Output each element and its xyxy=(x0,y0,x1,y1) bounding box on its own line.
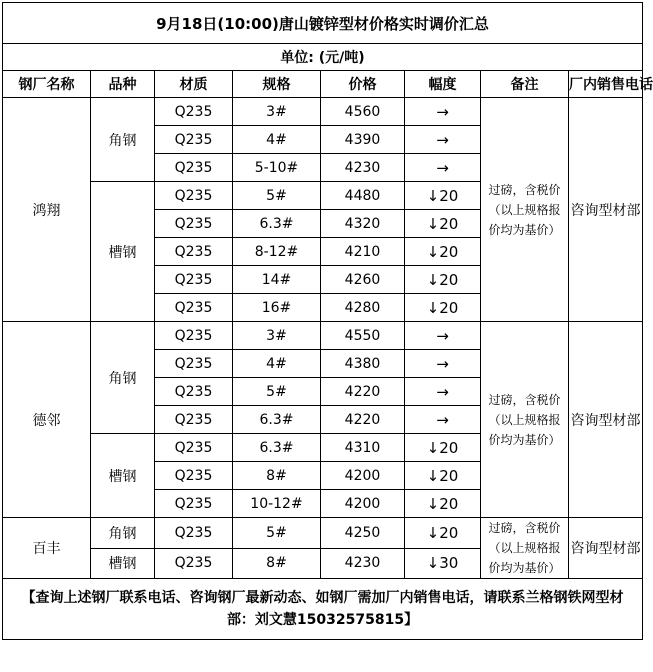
spec-cell: 8# xyxy=(233,548,321,579)
change-cell: ↓20 xyxy=(405,266,481,294)
footer-contact: 【查询上述钢厂联系电话、咨询钢厂最新动态、如钢厂需加厂内销售电话，请联系兰格钢铁网型材部：刘文慧15032575815】 xyxy=(3,579,643,640)
sales-cell: 咨询型材部 xyxy=(569,518,643,579)
change-cell: ↓20 xyxy=(405,490,481,518)
change-cell: → xyxy=(405,126,481,154)
material-cell: Q235 xyxy=(155,462,233,490)
header-spec: 规格 xyxy=(233,71,321,98)
change-cell: ↓20 xyxy=(405,182,481,210)
change-cell: → xyxy=(405,322,481,350)
material-cell: Q235 xyxy=(155,126,233,154)
mill-name: 百丰 xyxy=(3,518,91,579)
spec-cell: 6.3# xyxy=(233,434,321,462)
spec-cell: 5# xyxy=(233,182,321,210)
header-type: 品种 xyxy=(91,71,155,98)
header-material: 材质 xyxy=(155,71,233,98)
header-row xyxy=(3,71,643,98)
material-cell: Q235 xyxy=(155,98,233,126)
spec-cell: 6.3# xyxy=(233,210,321,238)
product-type: 角钢 xyxy=(91,98,155,182)
mill-name: 鸿翔 xyxy=(3,98,91,322)
note-cell: 过磅，含税价（以上规格报价均为基价） xyxy=(481,98,569,322)
change-cell: → xyxy=(405,350,481,378)
change-cell: ↓30 xyxy=(405,548,481,579)
unit-label: 单位: (元/吨) xyxy=(3,44,643,71)
spec-cell: 5# xyxy=(233,518,321,549)
product-type: 角钢 xyxy=(91,518,155,549)
sales-cell: 咨询型材部 xyxy=(569,98,643,322)
price-cell: 4320 xyxy=(321,210,405,238)
material-cell: Q235 xyxy=(155,182,233,210)
material-cell: Q235 xyxy=(155,238,233,266)
price-cell: 4200 xyxy=(321,462,405,490)
page-title: 9月18日(10:00)唐山镀锌型材价格实时调价汇总 xyxy=(3,3,643,44)
price-cell: 4480 xyxy=(321,182,405,210)
note-cell: 过磅，含税价（以上规格报价均为基价） xyxy=(481,322,569,518)
header-sales-phone: 厂内销售电话 xyxy=(569,71,643,98)
spec-cell: 6.3# xyxy=(233,406,321,434)
change-cell: ↓20 xyxy=(405,462,481,490)
spec-cell: 5-10# xyxy=(233,154,321,182)
material-cell: Q235 xyxy=(155,490,233,518)
product-type: 角钢 xyxy=(91,322,155,434)
material-cell: Q235 xyxy=(155,548,233,579)
change-cell: → xyxy=(405,98,481,126)
material-cell: Q235 xyxy=(155,322,233,350)
change-cell: → xyxy=(405,378,481,406)
header-mill: 钢厂名称 xyxy=(3,71,91,98)
price-cell: 4230 xyxy=(321,154,405,182)
spec-cell: 10-12# xyxy=(233,490,321,518)
price-cell: 4390 xyxy=(321,126,405,154)
product-type: 槽钢 xyxy=(91,182,155,322)
price-cell: 4200 xyxy=(321,490,405,518)
change-cell: ↓20 xyxy=(405,238,481,266)
material-cell: Q235 xyxy=(155,350,233,378)
material-cell: Q235 xyxy=(155,518,233,549)
spec-cell: 14# xyxy=(233,266,321,294)
change-cell: → xyxy=(405,406,481,434)
material-cell: Q235 xyxy=(155,378,233,406)
spec-cell: 16# xyxy=(233,294,321,322)
price-cell: 4220 xyxy=(321,406,405,434)
change-cell: ↓20 xyxy=(405,210,481,238)
header-price: 价格 xyxy=(321,71,405,98)
material-cell: Q235 xyxy=(155,210,233,238)
table-row xyxy=(3,322,643,350)
price-table xyxy=(2,2,653,640)
material-cell: Q235 xyxy=(155,406,233,434)
spec-cell: 4# xyxy=(233,350,321,378)
price-cell: 4250 xyxy=(321,518,405,549)
material-cell: Q235 xyxy=(155,266,233,294)
spec-cell: 8# xyxy=(233,462,321,490)
note-cell: 过磅，含税价（以上规格报价均为基价） xyxy=(481,518,569,579)
price-cell: 4550 xyxy=(321,322,405,350)
sales-cell: 咨询型材部 xyxy=(569,322,643,518)
product-type: 槽钢 xyxy=(91,434,155,518)
spec-cell: 3# xyxy=(233,98,321,126)
material-cell: Q235 xyxy=(155,294,233,322)
table-row xyxy=(3,98,643,126)
change-cell: → xyxy=(405,154,481,182)
price-cell: 4260 xyxy=(321,266,405,294)
header-note: 备注 xyxy=(481,71,569,98)
material-cell: Q235 xyxy=(155,434,233,462)
price-cell: 4220 xyxy=(321,378,405,406)
price-cell: 4210 xyxy=(321,238,405,266)
change-cell: ↓20 xyxy=(405,518,481,549)
spec-cell: 3# xyxy=(233,322,321,350)
spec-cell: 5# xyxy=(233,378,321,406)
price-cell: 4560 xyxy=(321,98,405,126)
change-cell: ↓20 xyxy=(405,294,481,322)
price-cell: 4280 xyxy=(321,294,405,322)
table-row xyxy=(3,518,643,549)
mill-name: 德邻 xyxy=(3,322,91,518)
price-cell: 4310 xyxy=(321,434,405,462)
product-type: 槽钢 xyxy=(91,548,155,579)
header-change: 幅度 xyxy=(405,71,481,98)
price-cell: 4230 xyxy=(321,548,405,579)
spec-cell: 8-12# xyxy=(233,238,321,266)
change-cell: ↓20 xyxy=(405,434,481,462)
spec-cell: 4# xyxy=(233,126,321,154)
material-cell: Q235 xyxy=(155,154,233,182)
price-cell: 4380 xyxy=(321,350,405,378)
